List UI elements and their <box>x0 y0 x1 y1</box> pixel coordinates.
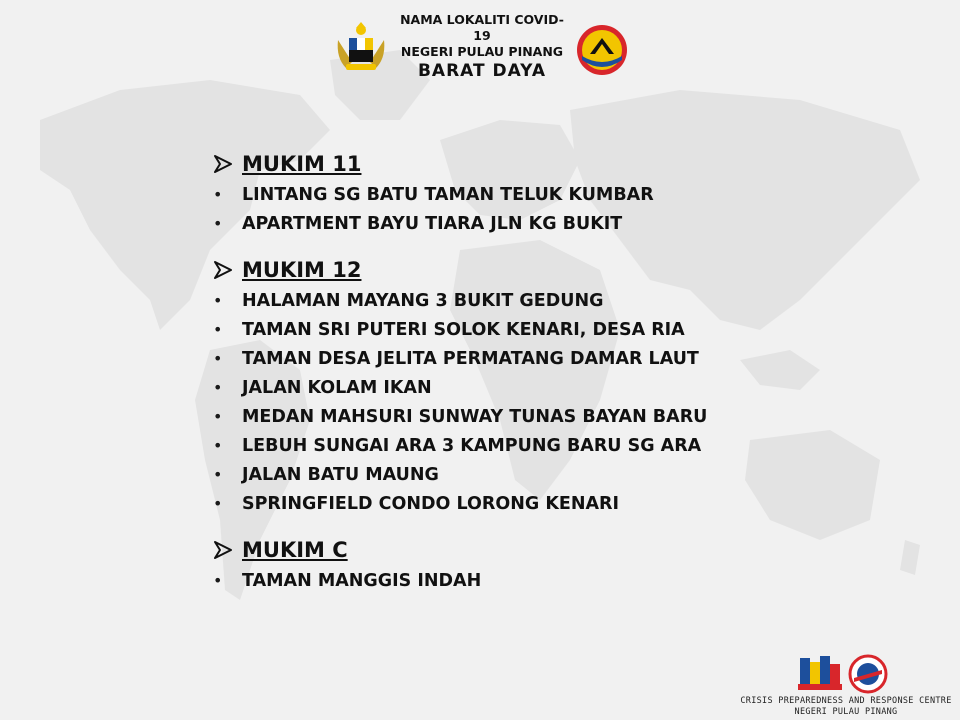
round-bullet-icon: • <box>213 571 223 590</box>
list-item <box>212 402 852 431</box>
locality-name: HALAMAN MAYANG 3 BUKIT GEDUNG <box>242 290 604 311</box>
arrowhead-bullet-icon <box>212 153 234 175</box>
locality-name: JALAN BATU MAUNG <box>242 464 439 485</box>
locality-name: MEDAN MAHSURI SUNWAY TUNAS BAYAN BARU <box>242 406 708 427</box>
footer-line-1: CRISIS PREPAREDNESS AND RESPONSE CENTRE <box>740 696 952 706</box>
round-bullet-icon: • <box>213 214 223 233</box>
list-item <box>212 344 852 373</box>
footer <box>736 652 956 716</box>
round-bullet-icon: • <box>213 465 223 484</box>
section-heading <box>212 534 852 566</box>
penang-state-logo-icon <box>576 24 628 76</box>
header-title-block <box>392 12 572 82</box>
list-item <box>212 460 852 489</box>
locality-name: TAMAN DESA JELITA PERMATANG DAMAR LAUT <box>242 348 699 369</box>
locality-name: APARTMENT BAYU TIARA JLN KG BUKIT <box>242 213 623 234</box>
list-item <box>212 209 852 238</box>
round-bullet-icon: • <box>213 436 223 455</box>
list-item <box>212 180 852 209</box>
arrowhead-bullet-icon <box>212 539 234 561</box>
locality-name: LINTANG SG BATU TAMAN TELUK KUMBAR <box>242 184 654 205</box>
round-bullet-icon: • <box>213 407 223 426</box>
round-bullet-icon: • <box>213 378 223 397</box>
list-item <box>212 315 852 344</box>
section-title: MUKIM 11 <box>242 152 362 176</box>
section-heading <box>212 254 852 286</box>
header-district: BARAT DAYA <box>417 61 547 81</box>
list-item <box>212 286 852 315</box>
list-item <box>212 373 852 402</box>
section-heading <box>212 148 852 180</box>
locality-name: LEBUH SUNGAI ARA 3 KAMPUNG BARU SG ARA <box>242 435 702 456</box>
cprc-logos-icon <box>794 652 894 696</box>
footer-line-2: NEGERI PULAU PINANG <box>794 707 898 717</box>
locality-name: SPRINGFIELD CONDO LORONG KENARI <box>242 493 620 514</box>
round-bullet-icon: • <box>213 349 223 368</box>
list-item <box>212 489 852 518</box>
malaysia-coat-of-arms-icon <box>330 18 392 74</box>
arrowhead-bullet-icon <box>212 259 234 281</box>
mukim-section <box>212 254 852 518</box>
round-bullet-icon: • <box>213 185 223 204</box>
mukim-section <box>212 148 852 238</box>
round-bullet-icon: • <box>213 291 223 310</box>
header-line-2: NEGERI PULAU PINANG <box>400 44 564 59</box>
slide-header <box>0 8 960 81</box>
locality-list <box>212 148 852 611</box>
round-bullet-icon: • <box>213 494 223 513</box>
header-line-1: NAMA LOKALITI COVID-19 <box>400 12 564 43</box>
locality-name: TAMAN MANGGIS INDAH <box>242 570 482 591</box>
section-title: MUKIM C <box>242 538 348 562</box>
locality-name: TAMAN SRI PUTERI SOLOK KENARI, DESA RIA <box>242 319 685 340</box>
section-title: MUKIM 12 <box>242 258 362 282</box>
mukim-section <box>212 534 852 595</box>
list-item <box>212 431 852 460</box>
list-item <box>212 566 852 595</box>
round-bullet-icon: • <box>213 320 223 339</box>
locality-name: JALAN KOLAM IKAN <box>242 377 432 398</box>
